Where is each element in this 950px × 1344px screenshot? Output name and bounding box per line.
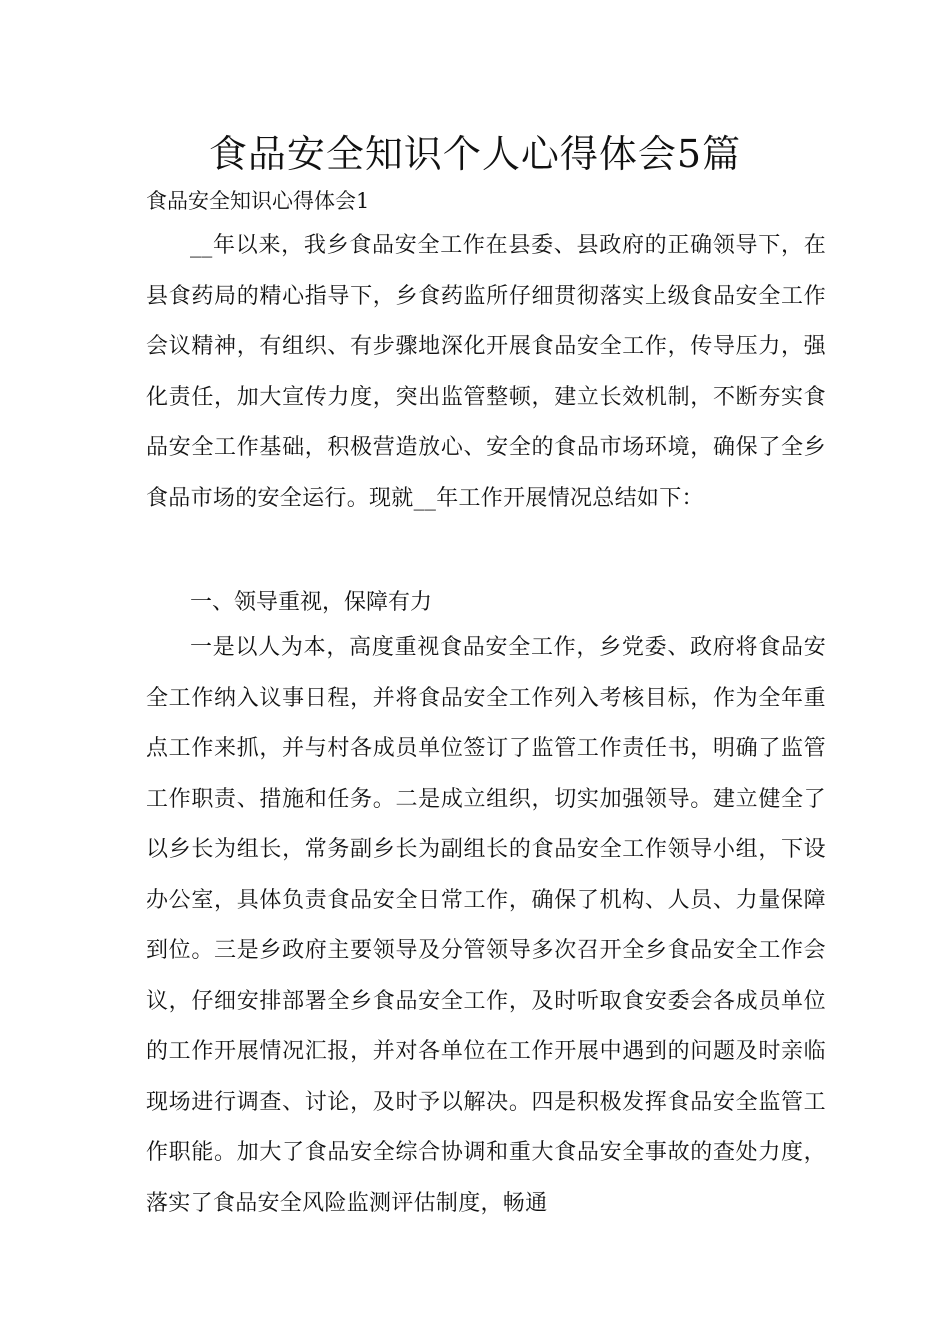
subheading: 一、领导重视，保障有力 xyxy=(190,590,433,615)
body-paragraph: __年以来，我乡食品安全工作在县委、县政府的正确领导下，在县食药局的精心指导下，乡食药监所仔细贯彻落实上级食品安全工作会议精神，有组织、有步骤地深化开展食品安全工作，传导压力，强化责任，加大宣传力度，突出监管整顿，建立长效机制，不断夯实食品安全工作基础，积极营造放心、安全的食品市场环境，确保了全乡食品市场的安全运行。现就__年工作开展情况总结如下： xyxy=(146,233,826,511)
section-heading: 食品安全知识心得体会1 xyxy=(146,189,370,213)
body-paragraph: 一是以人为本，高度重视食品安全工作，乡党委、政府将食品安全工作纳入议事日程，并将食品安全工作列入考核目标，作为全年重点工作来抓，并与村各成员单位签订了监管工作责任书，明确了监管工作职责、措施和任务。二是成立组织，切实加强领导。建立健全了以乡长为组长，常务副乡长为副组长的食品安全工作领导小组，下设办公室，具体负责食品安全日常工作，确保了机构、人员、力量保障到位。三是乡政府主要领导及分管领导多次召开全乡食品安全工作会议，仔细安排部署全乡食品安全工作，及时听取食安委会各成员单位的工作开展情况汇报，并对各单位在工作开展中遇到的问题及时亲临现场进行调查、讨论，及时予以解决。四是积极发挥食品安全监管工作职能。加大了食品安全综合协调和重大食品安全事故的查处力度，落实了食品安全风险监测评估制度，畅通 xyxy=(146,635,826,1216)
document-title: 食品安全知识个人心得体会5篇 xyxy=(208,132,742,176)
